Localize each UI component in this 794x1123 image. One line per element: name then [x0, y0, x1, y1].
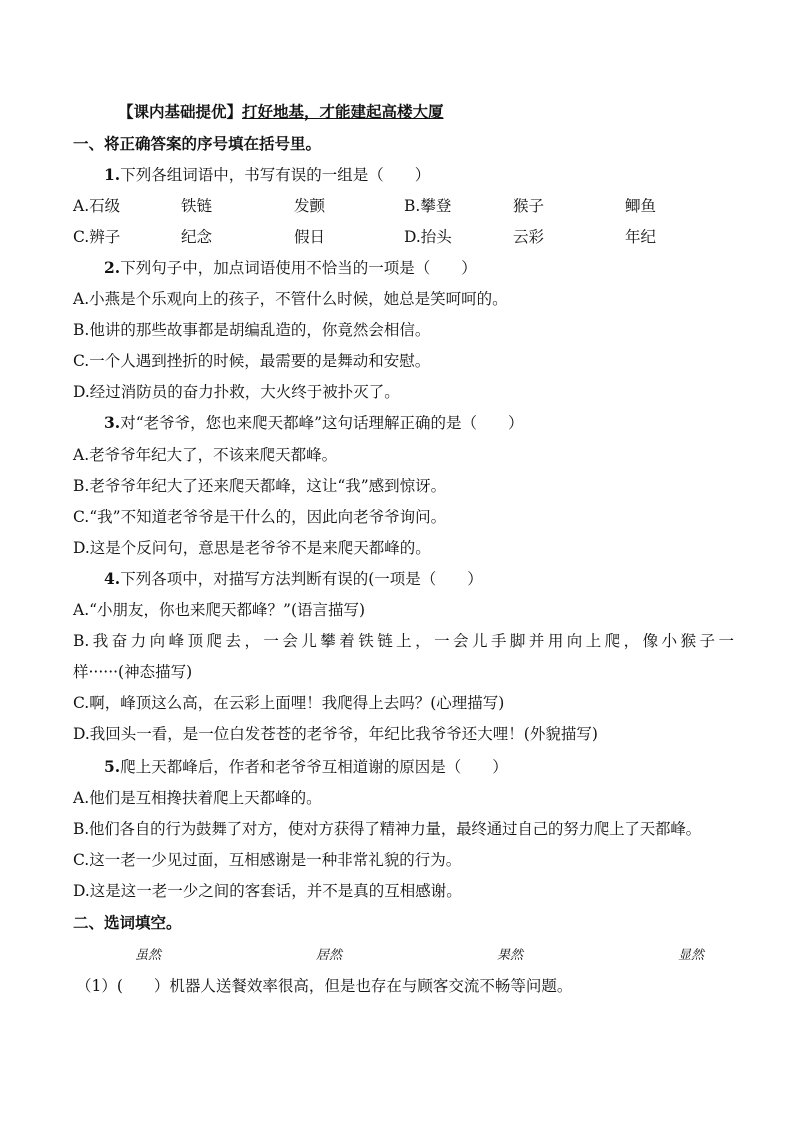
q4-option-b-line-1: B.我奋力向峰顶爬去，一会儿攀着铁链上，一会儿手脚并用向上爬，像小猴子一	[73, 632, 734, 650]
q3-stem-text: 对“老爷爷，您也来爬天都峰”这句话理解正确的是（ ）	[120, 414, 524, 432]
q3-option-d: D.这是个反问句，意思是老爷爷不是来爬天都峰的。	[73, 539, 431, 557]
q1-options-row-1	[73, 195, 734, 217]
q1-number: 1.	[104, 165, 121, 184]
q1-option-cell: 云彩	[513, 228, 545, 246]
q1-option-cell: D.抬头	[404, 228, 452, 246]
q1-option-cell: 假日	[294, 228, 326, 246]
word-bank-item: 果然	[496, 948, 523, 963]
q3-option-c: C.“我”不知道老爷爷是干什么的，因此向老爷爷询问。	[73, 508, 447, 526]
q1-options-row-2	[73, 226, 734, 248]
q1-option-cell: C.辨子	[73, 228, 121, 246]
q5-option-b: B.他们各自的行为鼓舞了对方，使对方获得了精神力量，最终通过自己的努力爬上了天都峰。	[73, 820, 701, 838]
header-slogan: 打好地基，才能建起高楼大厦	[242, 102, 444, 121]
q4-stem-text: 下列各项中，对描写方法判断有误的(一项是（ ）	[120, 570, 483, 588]
q1-option-cell: 纪念	[181, 228, 213, 246]
q4-option-c: C.啊，峰顶这么高，在云彩上面哩！我爬得上去吗？(心理描写)	[73, 694, 505, 712]
q1-option-cell: A.石级	[73, 197, 121, 215]
q5-option-c: C.这一老一少见过面，互相感谢是一种非常礼貌的行为。	[73, 851, 462, 869]
q3-option-b: B.老爷爷年纪大了还来爬天都峰，这让“我”感到惊讶。	[73, 477, 447, 495]
q5-stem-text: 爬上天都峰后，作者和老爷爷互相道谢的原因是（ ）	[120, 758, 508, 776]
q3-stem	[104, 412, 734, 434]
q3-number: 3.	[104, 413, 121, 432]
word-bank-item: 虽然	[135, 948, 162, 963]
q4-number: 4.	[104, 569, 121, 588]
q1-option-cell: 铁链	[181, 197, 213, 215]
q2-option-a: A.小燕是个乐观向上的孩子，不管什么时候，她总是笑呵呵的。	[73, 290, 508, 308]
word-bank-item: 居然	[315, 948, 342, 963]
q2-option-b: B.他讲的那些故事都是胡编乱造的，你竟然会相信。	[73, 321, 431, 339]
section2-title: 二、选词填空。	[73, 913, 182, 932]
q1-option-cell: 年纪	[625, 228, 657, 246]
header-bracket-title: 【课内基础提优】	[118, 102, 243, 121]
q3-option-a: A.老爷爷年纪大了，不该来爬天都峰。	[73, 446, 338, 464]
q4-stem	[104, 568, 734, 590]
q2-stem	[104, 257, 734, 279]
word-bank-item: 显然	[677, 948, 704, 963]
word-bank	[135, 945, 704, 967]
section2-item-1: （1）( ）机器人送餐效率很高，但是也存在与顾客交流不畅等问题。	[76, 977, 573, 995]
q2-option-c: C.一个人遇到挫折的时候，最需要的是舞动和安慰。	[73, 352, 431, 370]
q1-stem	[104, 164, 734, 186]
worksheet-header	[118, 101, 734, 123]
q5-stem	[104, 756, 734, 778]
q5-option-a: A.他们是互相搀扶着爬上天都峰的。	[73, 789, 322, 807]
q5-number: 5.	[104, 757, 121, 776]
q4-option-d: D.我回头一看，是一位白发苍苍的老爷爷，年纪比我爷爷还大哩！(外貌描写)	[73, 725, 598, 743]
q4-option-a: A.“小朋友，你也来爬天都峰？”(语言描写)	[73, 601, 366, 619]
q1-option-cell: B.攀登	[404, 197, 452, 215]
section1-title: 一、将正确答案的序号填在括号里。	[73, 134, 322, 153]
q4-option-b-line-2: 样······(神态描写)	[73, 663, 193, 681]
q1-option-cell: 发颤	[294, 197, 326, 215]
q1-option-cell: 猴子	[513, 197, 545, 215]
q2-option-d: D.经过消防员的奋力扑救，大火终于被扑灭了。	[73, 383, 400, 401]
q2-number: 2.	[104, 258, 121, 277]
q2-stem-text: 下列句子中，加点词语使用不恰当的一项是（ ）	[120, 259, 477, 277]
q1-option-cell: 鲫鱼	[625, 197, 657, 215]
q1-stem-text: 下列各组词语中，书写有误的一组是（ ）	[120, 166, 431, 184]
q5-option-d: D.这是这一老一少之间的客套话，并不是真的互相感谢。	[73, 882, 462, 900]
